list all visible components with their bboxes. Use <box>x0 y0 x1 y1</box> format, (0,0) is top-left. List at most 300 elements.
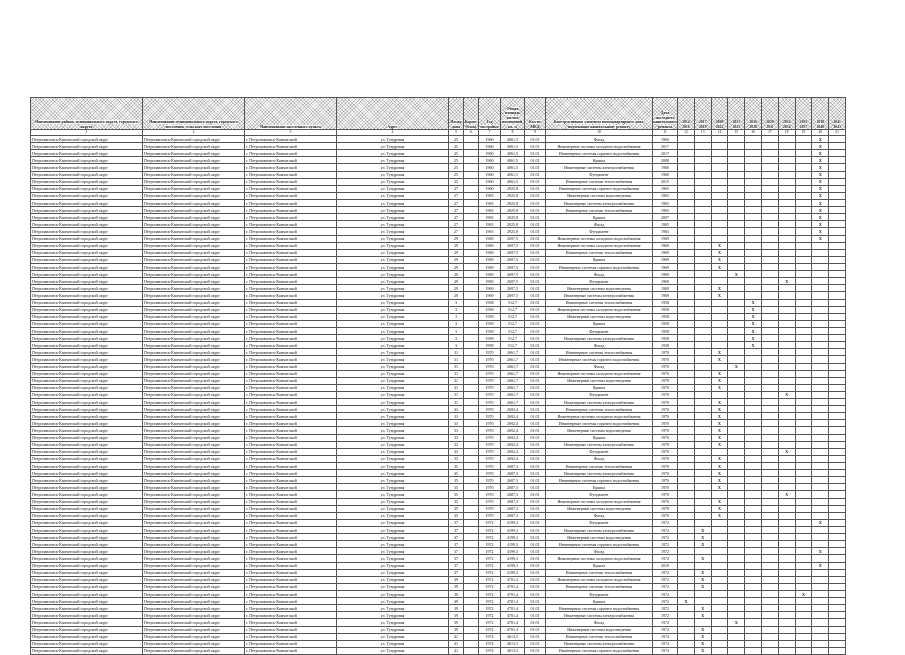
period-cell <box>694 391 711 398</box>
period-mark-cell: X <box>728 619 745 626</box>
period-cell <box>761 178 778 185</box>
period-cell <box>795 136 812 143</box>
settlement-cell: Петропавловск-Камчатский городской округ <box>143 640 245 647</box>
period-cell <box>678 484 695 491</box>
settlement-cell: Петропавловск-Камчатский городской округ <box>143 647 245 654</box>
build-year-cell: 1972 <box>479 619 501 626</box>
period-cell <box>795 399 812 406</box>
mkd-count-cell: 01.01 <box>525 477 546 484</box>
block-cell <box>464 512 479 519</box>
period-cell <box>728 612 745 619</box>
period-cell <box>761 434 778 441</box>
period-cell <box>728 605 745 612</box>
period-cell <box>678 356 695 363</box>
last-repair-cell: 1969 <box>653 292 678 299</box>
period-cell <box>778 591 795 598</box>
period-cell <box>829 249 846 256</box>
period-cell <box>694 363 711 370</box>
period-cell <box>711 342 728 349</box>
period-cell <box>694 228 711 235</box>
element-cell: Инженерные системы холодного водоснабжения <box>546 413 653 420</box>
district-cell: Петропавловск-Камчатский городской округ <box>31 505 143 512</box>
period-cell <box>829 306 846 313</box>
period-cell <box>678 256 695 263</box>
element-cell: Инженерные системы электроснабжения <box>546 640 653 647</box>
area-cell: 512,7 <box>501 342 525 349</box>
mkd-count-cell: 01.01 <box>525 463 546 470</box>
address-cell: ул. Тундровая <box>337 363 449 370</box>
period-cell <box>829 569 846 576</box>
period-cell <box>778 470 795 477</box>
area-cell: 2692,4 <box>501 441 525 448</box>
element-cell: Инженерные системы холодного водоснабжения <box>546 306 653 313</box>
period-cell <box>778 377 795 384</box>
period-cell <box>745 199 762 206</box>
period-cell <box>761 285 778 292</box>
period-cell <box>829 285 846 292</box>
settlement-cell: Петропавловск-Камчатский городской округ <box>143 214 245 221</box>
address-cell: ул. Тундровая <box>337 136 449 143</box>
locality-cell: г. Петропавловск-Камчатский <box>245 555 337 562</box>
table-row <box>31 569 846 576</box>
period-cell <box>694 455 711 462</box>
block-cell <box>464 399 479 406</box>
address-cell: ул. Тундровая <box>337 171 449 178</box>
period-cell <box>711 136 728 143</box>
period-mark-cell: X <box>728 271 745 278</box>
block-cell <box>464 420 479 427</box>
last-repair-cell: 1958 <box>653 299 678 306</box>
address-cell: ул. Тундровая <box>337 427 449 434</box>
build-year-cell: 1972 <box>479 576 501 583</box>
period-cell <box>728 598 745 605</box>
district-cell: Петропавловск-Камчатский городской округ <box>31 463 143 470</box>
period-cell <box>778 399 795 406</box>
period-cell <box>728 633 745 640</box>
period-mark-cell: X <box>711 505 728 512</box>
address-cell: ул. Тундровая <box>337 640 449 647</box>
settlement-cell: Петропавловск-Камчатский городской округ <box>143 292 245 299</box>
district-cell: Петропавловск-Камчатский городской округ <box>31 299 143 306</box>
period-cell <box>728 356 745 363</box>
table-row <box>31 591 846 598</box>
table-row <box>31 377 846 384</box>
period-cell <box>745 157 762 164</box>
build-year-cell: 1970 <box>479 512 501 519</box>
period-cell <box>711 192 728 199</box>
period-cell <box>728 327 745 334</box>
mkd-count-cell: 01.01 <box>525 413 546 420</box>
period-cell <box>778 299 795 306</box>
period-cell <box>761 199 778 206</box>
period-mark-cell: X <box>711 484 728 491</box>
period-cell <box>678 498 695 505</box>
period-cell <box>778 349 795 356</box>
address-cell: ул. Тундровая <box>337 562 449 569</box>
build-year-cell: 1972 <box>479 541 501 548</box>
build-year-cell: 1972 <box>479 612 501 619</box>
element-cell: Фасад <box>546 455 653 462</box>
period-cell <box>778 505 795 512</box>
period-cell <box>745 256 762 263</box>
house-number-cell: 3 <box>449 342 464 349</box>
table-row <box>31 619 846 626</box>
period-cell <box>694 263 711 270</box>
period-cell <box>778 541 795 548</box>
period-cell <box>694 484 711 491</box>
area-cell: 2697,5 <box>501 249 525 256</box>
period-cell <box>812 619 829 626</box>
district-cell: Петропавловск-Камчатский городской округ <box>31 448 143 455</box>
house-number-cell: 25 <box>449 164 464 171</box>
element-cell: Инженерные системы водоотведения <box>546 377 653 384</box>
period-cell <box>829 612 846 619</box>
period-cell <box>694 192 711 199</box>
district-cell: Петропавловск-Камчатский городской округ <box>31 192 143 199</box>
area-cell: 512,7 <box>501 327 525 334</box>
column-number: 20 <box>812 130 829 136</box>
period-cell <box>745 192 762 199</box>
period-cell <box>678 541 695 548</box>
house-number-cell: 39 <box>449 626 464 633</box>
period-cell <box>678 399 695 406</box>
district-cell: Петропавловск-Камчатский городской округ <box>31 591 143 598</box>
element-cell: Инженерные системы водоотведения <box>546 505 653 512</box>
period-cell <box>761 136 778 143</box>
locality-cell: г. Петропавловск-Камчатский <box>245 455 337 462</box>
period-cell <box>711 448 728 455</box>
element-cell: Крыша <box>546 256 653 263</box>
table-row <box>31 527 846 534</box>
block-cell <box>464 455 479 462</box>
period-cell <box>812 384 829 391</box>
table-row <box>31 605 846 612</box>
last-repair-cell: 1970 <box>653 470 678 477</box>
area-cell: 2697,5 <box>501 271 525 278</box>
period-cell <box>812 640 829 647</box>
period-mark-cell: X <box>745 299 762 306</box>
address-cell: ул. Тундровая <box>337 150 449 157</box>
period-cell <box>711 363 728 370</box>
settlement-cell: Петропавловск-Камчатский городской округ <box>143 299 245 306</box>
period-cell <box>812 406 829 413</box>
period-mark-cell: X <box>812 562 829 569</box>
period-cell <box>829 576 846 583</box>
settlement-cell: Петропавловск-Камчатский городской округ <box>143 271 245 278</box>
period-cell <box>694 235 711 242</box>
mkd-count-cell: 01.01 <box>525 598 546 605</box>
period-cell <box>829 292 846 299</box>
period-cell <box>812 327 829 334</box>
house-number-cell: 37 <box>449 527 464 534</box>
house-number-cell: 35 <box>449 477 464 484</box>
element-cell: Фасад <box>546 271 653 278</box>
area-cell: 4061,5 <box>501 178 525 185</box>
district-cell: Петропавловск-Камчатский городской округ <box>31 136 143 143</box>
period-cell <box>761 591 778 598</box>
period-mark-cell: X <box>711 349 728 356</box>
period-cell <box>829 214 846 221</box>
address-cell: ул. Тундровая <box>337 313 449 320</box>
settlement-cell: Петропавловск-Камчатский городской округ <box>143 583 245 590</box>
period-cell <box>761 470 778 477</box>
period-cell <box>745 448 762 455</box>
column-header: 2020 2022 <box>711 98 728 130</box>
period-cell <box>678 185 695 192</box>
build-year-cell: 1970 <box>479 434 501 441</box>
area-cell: 4061,5 <box>501 157 525 164</box>
address-cell: ул. Тундровая <box>337 548 449 555</box>
column-header: Кол-во МКД <box>525 98 546 130</box>
element-cell: Фасад <box>546 342 653 349</box>
table-row <box>31 221 846 228</box>
last-repair-cell: 1972 <box>653 598 678 605</box>
period-cell <box>678 150 695 157</box>
period-cell <box>829 235 846 242</box>
element-cell: Крыша <box>546 384 653 391</box>
period-cell <box>745 150 762 157</box>
district-cell: Петропавловск-Камчатский городской округ <box>31 242 143 249</box>
house-number-cell: 39 <box>449 583 464 590</box>
period-cell <box>694 157 711 164</box>
house-number-cell: 29 <box>449 249 464 256</box>
mkd-count-cell: 01.01 <box>525 370 546 377</box>
period-cell <box>745 534 762 541</box>
period-cell <box>829 470 846 477</box>
element-cell: Инженерные системы теплоснабжения <box>546 249 653 256</box>
period-cell <box>778 228 795 235</box>
element-cell: Инженерные системы водоотведения <box>546 427 653 434</box>
district-cell: Петропавловск-Камчатский городской округ <box>31 335 143 342</box>
period-cell <box>795 249 812 256</box>
element-cell: Фасад <box>546 363 653 370</box>
period-cell <box>694 335 711 342</box>
build-year-cell: 1972 <box>479 626 501 633</box>
settlement-cell: Петропавловск-Камчатский городской округ <box>143 477 245 484</box>
build-year-cell: 1972 <box>479 555 501 562</box>
block-cell <box>464 391 479 398</box>
column-header: Год постройки <box>479 98 501 130</box>
period-cell <box>745 647 762 654</box>
block-cell <box>464 207 479 214</box>
period-cell <box>761 519 778 526</box>
period-cell <box>778 512 795 519</box>
mkd-count-cell: 01.01 <box>525 399 546 406</box>
block-cell <box>464 569 479 576</box>
element-cell: Фасад <box>546 136 653 143</box>
mkd-count-cell: 01.01 <box>525 242 546 249</box>
district-cell: Петропавловск-Камчатский городской округ <box>31 598 143 605</box>
period-cell <box>761 576 778 583</box>
address-cell: ул. Тундровая <box>337 633 449 640</box>
house-number-cell: 33 <box>449 448 464 455</box>
district-cell: Петропавловск-Камчатский городской округ <box>31 562 143 569</box>
house-number-cell: 29 <box>449 242 464 249</box>
period-mark-cell: X <box>711 455 728 462</box>
period-cell <box>745 463 762 470</box>
locality-cell: г. Петропавловск-Камчатский <box>245 157 337 164</box>
element-cell: Инженерные системы горячего водоснабжения <box>546 420 653 427</box>
period-mark-cell: X <box>711 399 728 406</box>
mkd-count-cell: 01.01 <box>525 157 546 164</box>
period-cell <box>745 512 762 519</box>
period-cell <box>711 598 728 605</box>
period-cell <box>694 356 711 363</box>
mkd-count-cell: 01.01 <box>525 576 546 583</box>
period-mark-cell: X <box>812 214 829 221</box>
locality-cell: г. Петропавловск-Камчатский <box>245 235 337 242</box>
period-cell <box>728 534 745 541</box>
element-cell: Инженерные системы горячего водоснабжения <box>546 185 653 192</box>
district-cell: Петропавловск-Камчатский городской округ <box>31 256 143 263</box>
period-cell <box>745 576 762 583</box>
mkd-count-cell: 01.01 <box>525 583 546 590</box>
period-cell <box>778 313 795 320</box>
district-cell: Петропавловск-Камчатский городской округ <box>31 399 143 406</box>
period-cell <box>778 463 795 470</box>
period-cell <box>778 619 795 626</box>
district-cell: Петропавловск-Камчатский городской округ <box>31 320 143 327</box>
period-mark-cell: X <box>812 185 829 192</box>
last-repair-cell: 2010 <box>653 562 678 569</box>
period-mark-cell: X <box>694 633 711 640</box>
last-repair-cell: 1969 <box>653 285 678 292</box>
table-row <box>31 263 846 270</box>
period-cell <box>829 484 846 491</box>
locality-cell: г. Петропавловск-Камчатский <box>245 256 337 263</box>
last-repair-cell: 1970 <box>653 434 678 441</box>
settlement-cell: Петропавловск-Камчатский городской округ <box>143 434 245 441</box>
period-cell <box>812 306 829 313</box>
address-cell: ул. Тундровая <box>337 463 449 470</box>
period-mark-cell: X <box>812 136 829 143</box>
period-cell <box>778 249 795 256</box>
period-cell <box>678 626 695 633</box>
period-cell <box>728 455 745 462</box>
block-cell <box>464 576 479 583</box>
period-cell <box>795 228 812 235</box>
mkd-count-cell: 01.01 <box>525 612 546 619</box>
house-number-cell: 33 <box>449 427 464 434</box>
period-cell <box>795 363 812 370</box>
period-cell <box>778 441 795 448</box>
table-row <box>31 164 846 171</box>
table-row <box>31 434 846 441</box>
settlement-cell: Петропавловск-Камчатский городской округ <box>143 612 245 619</box>
period-cell <box>761 612 778 619</box>
build-year-cell: 1965 <box>479 228 501 235</box>
element-cell: Инженерные системы водоотведения <box>546 626 653 633</box>
house-number-cell: 31 <box>449 370 464 377</box>
period-cell <box>728 235 745 242</box>
period-cell <box>761 292 778 299</box>
area-cell: 4199,3 <box>501 519 525 526</box>
period-cell <box>812 342 829 349</box>
locality-cell: г. Петропавловск-Камчатский <box>245 370 337 377</box>
table-row <box>31 370 846 377</box>
period-cell <box>812 541 829 548</box>
period-cell <box>694 320 711 327</box>
period-cell <box>694 427 711 434</box>
block-cell <box>464 150 479 157</box>
period-cell <box>829 391 846 398</box>
period-cell <box>761 150 778 157</box>
settlement-cell: Петропавловск-Камчатский городской округ <box>143 249 245 256</box>
period-cell <box>778 640 795 647</box>
period-cell <box>728 150 745 157</box>
period-cell <box>778 434 795 441</box>
build-year-cell: 1969 <box>479 285 501 292</box>
last-repair-cell: 1970 <box>653 370 678 377</box>
period-cell <box>728 377 745 384</box>
area-cell: 2925,8 <box>501 199 525 206</box>
period-cell <box>678 427 695 434</box>
block-cell <box>464 143 479 150</box>
district-cell: Петропавловск-Камчатский городской округ <box>31 363 143 370</box>
settlement-cell: Петропавловск-Камчатский городской округ <box>143 221 245 228</box>
address-cell: ул. Тундровая <box>337 591 449 598</box>
build-year-cell: 1970 <box>479 484 501 491</box>
mkd-count-cell: 01.01 <box>525 527 546 534</box>
build-year-cell: 1970 <box>479 356 501 363</box>
block-cell <box>464 192 479 199</box>
period-cell <box>761 548 778 555</box>
period-cell <box>795 598 812 605</box>
settlement-cell: Петропавловск-Камчатский городской округ <box>143 327 245 334</box>
period-cell <box>778 171 795 178</box>
last-repair-cell: 1970 <box>653 455 678 462</box>
period-cell <box>711 633 728 640</box>
element-cell: Инженерные системы теплоснабжения <box>546 178 653 185</box>
period-cell <box>795 498 812 505</box>
address-cell: ул. Тундровая <box>337 541 449 548</box>
period-cell <box>711 221 728 228</box>
block-cell <box>464 370 479 377</box>
build-year-cell: 1974 <box>479 647 501 654</box>
block-cell <box>464 278 479 285</box>
period-cell <box>778 583 795 590</box>
area-cell: 2661,7 <box>501 391 525 398</box>
settlement-cell: Петропавловск-Камчатский городской округ <box>143 207 245 214</box>
period-mark-cell: X <box>812 199 829 206</box>
period-cell <box>745 505 762 512</box>
period-cell <box>761 448 778 455</box>
element-cell: Инженерные системы электроснабжения <box>546 612 653 619</box>
table-header-row <box>31 98 846 130</box>
house-number-cell: 39 <box>449 598 464 605</box>
period-cell <box>778 384 795 391</box>
area-cell: 2687,3 <box>501 498 525 505</box>
period-cell <box>745 263 762 270</box>
period-cell <box>829 171 846 178</box>
period-mark-cell: X <box>711 434 728 441</box>
period-cell <box>678 214 695 221</box>
period-cell <box>795 534 812 541</box>
house-number-cell: 3 <box>449 335 464 342</box>
period-cell <box>829 619 846 626</box>
column-header: 2035 2037 <box>795 98 812 130</box>
period-cell <box>711 157 728 164</box>
last-repair-cell: 1960 <box>653 171 678 178</box>
column-header: Общая площадь жилых помещений, кв. м <box>501 98 525 130</box>
table-row <box>31 562 846 569</box>
period-cell <box>678 534 695 541</box>
last-repair-cell: 1969 <box>653 271 678 278</box>
district-cell: Петропавловск-Камчатский городской округ <box>31 619 143 626</box>
period-cell <box>728 278 745 285</box>
period-mark-cell: X <box>711 512 728 519</box>
period-mark-cell: X <box>711 356 728 363</box>
